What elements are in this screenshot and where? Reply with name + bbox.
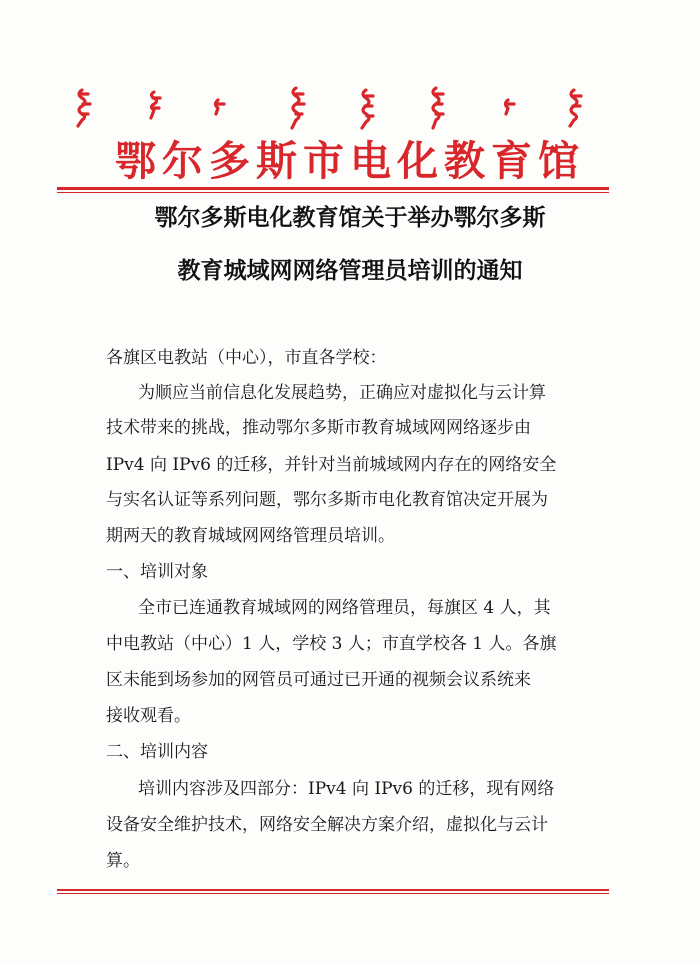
salutation: 各旗区电教站（中心），市直各学校： (106, 348, 387, 368)
org-name-heading: 鄂尔多斯市电化教育馆 (115, 137, 585, 185)
paragraph-line: 培训内容涉及四部分：IPv4 向 IPv6 的迁移，现有网络 (138, 779, 555, 799)
paragraph-line: IPv4 向 IPv6 的迁移，并针对当前城域网内存在的网络安全 (106, 455, 557, 475)
paragraph-line: 全市已连通教育城域网的网络管理员，每旗区 4 人，其 (138, 598, 551, 618)
paragraph-line: 接收观看。 (106, 706, 191, 726)
notice-title-line-1: 鄂尔多斯电化教育馆关于举办鄂尔多斯 (154, 205, 546, 231)
section-heading-audience: 一、培训对象 (106, 562, 208, 582)
paragraph-line: 技术带来的挑战，推动鄂尔多斯市教育城域网网络逐步由 (106, 418, 531, 438)
mongolian-script-logo (68, 84, 588, 134)
header-divider-thick (57, 187, 609, 190)
header-divider-thin (57, 192, 609, 193)
footer-divider-thick (57, 889, 609, 891)
footer-divider-thin (57, 893, 609, 894)
paragraph-line: 设备安全维护技术，网络安全解决方案介绍，虚拟化与云计 (106, 815, 548, 835)
notice-title-line-2: 教育城域网网络管理员培训的通知 (177, 258, 523, 284)
paragraph-line: 算。 (106, 851, 140, 871)
paragraph-line: 中电教站（中心）1 人，学校 3 人；市直学校各 1 人。各旗 (106, 634, 557, 654)
section-heading-content: 二、培训内容 (106, 742, 208, 762)
paragraph-line: 与实名认证等系列问题，鄂尔多斯市电化教育馆决定开展为 (106, 490, 548, 510)
paragraph-line: 期两天的教育城域网网络管理员培训。 (106, 526, 395, 546)
paragraph-line: 为顺应当前信息化发展趋势，正确应对虚拟化与云计算 (138, 383, 546, 403)
paragraph-line: 区未能到场参加的网管员可通过已开通的视频会议系统来 (106, 670, 531, 690)
